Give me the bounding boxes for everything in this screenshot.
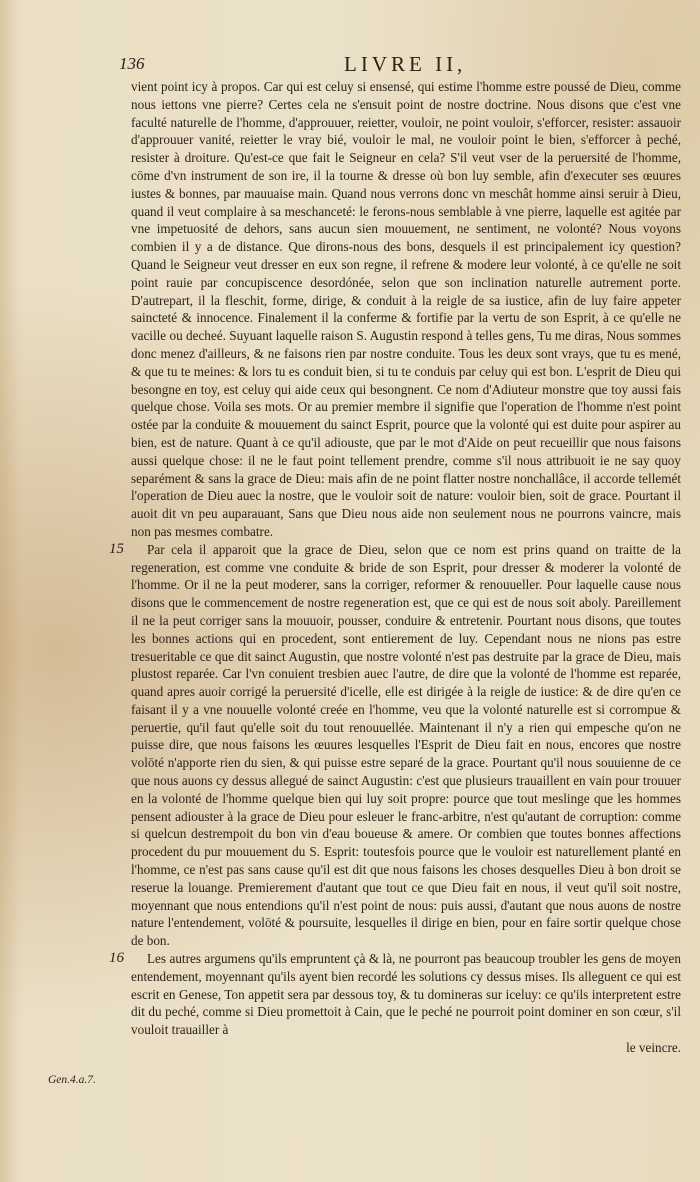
- page-header: [119, 54, 679, 78]
- paragraph: Par cela il apparoit que la grace de Dieu, selon que ce nom est prins quand on traitte de la regeneration, est comme vne conduite & bride de son Esprit, pour dresser & moderer la volonté de l'homme. Or il ne la peut moderer, sans la corriger, reformer & renouueller. Pour laquelle cause nous disons que le commencement de nostre regeneration est, que ce qui est de nous soit aboly. Pareillement il ne la peut corriger sans la mouuoir, pousser, conduire & entretenir. Pourtant nous disons, que toutes les bonnes actions qui en procedent, sont entierement de luy. Cependant nous ne nions pas estre tresueritable ce que dit sainct Augustin, que nostre volonté n'est pas destruite par la grace de Dieu, mais plustost reparée. Car l'vn conuient tresbien auec l'autre, de dire que la volonté de l'homme est reparée, quand apres auoir corrigé la peruersité d'icelle, elle est dirigée à la reigle de iustice: & de dire qu'en ce faisant il y a vne nouuelle volonté creée en l'homme, veu que la volonté naturelle est si corrompue & peruertie, qu'il faut qu'elle soit du tout renouuellée. Maintenant il n'y a rien qui empesche qu'on ne puisse dire, que nous faisons les œuures lesquelles l'Esprit de Dieu fait en nous, encores que nostre volōté n'apporte rien du sien, & qui puisse estre separé de la grace. Pourtant qu'il nous souuienne de ce que nous auons cy dessus allegué de sainct Augustin: c'est que plusieurs trauaillent en vain pour trouuer en la volonté de l'homme quelque bien qui luy soit propre: pource que tout meslinge que les hommes pensent adiouster à la grace de Dieu pour esleuer le franc-arbitre, n'est qu'autant de corruption: comme si quelcun destrempoit du bon vin d'eau boueuse & amere. Or combien que toutes bonnes affections procedent du pur mouuement du S. Esprit: toutesfois pource que le vouloir est naturellement planté en l'homme, ce n'est pas sans cause qu'il est dit que nous faisons les choses desquelles Dieu à bon droit se reserue la louange. Premierement d'autant que tout ce que Dieu fait en nous, il veut qu'il soit nostre, moyennant que nous entendions qu'il n'est point de nous: puis aussi, d'autant que nous auons de nostre nature l'entendement, volōté & poursuite, lesquelles il dirige en bien, pour en faire sortir quelque chose de bon.: [131, 541, 681, 949]
- paragraph: Les autres argumens qu'ils empruntent çà & là, ne pourront pas beaucoup troubler les gens de moyen entendement, moyennant qu'ils ayent bien recordé les solutions cy dessus mises. Ils alleguent ce qui est escrit en Genese, Ton appetit sera par dessous toy, & tu domineras sur iceluy: ce qu'ils interpretent estre dit du peché, comme si Dieu promettoit à Cain, que le peché ne pourroit point dominer en son cœur, s'il vouloit trauailler à: [131, 951, 681, 1038]
- paragraph-end: le veincre.: [626, 1040, 681, 1056]
- section-number: 16: [109, 950, 124, 967]
- text-section: [109, 950, 681, 1057]
- section-number: 15: [109, 540, 124, 557]
- margin-note: Gen.4.a.7.: [48, 1074, 96, 1086]
- text-section: [131, 78, 681, 541]
- paragraph: vient point icy à propos. Car qui est celuy si ensensé, qui estime l'homme estre poussé de Dieu, comme nous iettons vne pierre? Certes cela ne s'ensuit point de nostre doctrine. Nous disons que c'est vne faculté naturelle de l'homme, d'approuuer, reietter, vouloir, ne point vouloir, s'efforcer, resister: assauoir d'approuuer vanité, reietter le vray bié, vouloir le mal, ne vouloir point le bien, s'efforcer à peché, resister à droiture. Qu'est-ce que fait le Seigneur en cela? S'il veut vser de la peruersité de l'homme, cōme d'vn instrument de son ire, il la tourne & dresse où bon luy semble, afin d'executer ses œuures iustes & bonnes, par mauuaise main. Quand nous verrons donc vn meschât homme ainsi seruir à Dieu, quand il veut complaire à sa meschanceté: le ferons-nous semblable à vne pierre, laquelle est agitée par vne impetuosité de dehors, sans aucun sien mouuement, ne sentiment, ne volonté? Nous voyons combien il y a de distance. Que dirons-nous des bons, desquels il est principalement icy question? Quand le Seigneur veut dresser en eux son regne, il refrene & modere leur volonté, à ce qu'elle ne soit point rauie par concupiscence desordónée, selon que son inclination naturelle autrement porte. D'autrepart, il la fleschit, forme, dirige, & conduit à la reigle de sa iustice, afin de luy faire appeter saincteté & innocence. Finalement il la conferme & fortifie par la vertu de son Esprit, à ce qu'elle ne vacille ou decheé. Suyuant laquelle raison S. Augustin respond à telles gens, Tu me diras, Nous sommes donc menez d'ailleurs, & ne faisons rien par nostre conduite. Tous les deux sont vrays, que tu es mené, & que tu te meines: & lors tu es conduit bien, si tu te conduis par celuy qui est bon. L'esprit de Dieu qui besongne en toy, est celuy qui aide ceux qui besongnent. Ce nom d'Adiuteur monstre que toy aussi fais quelque chose. Voila ses mots. Or au premier membre il signifie que l'operation de l'homme n'est point ostée par la conduite & mouuement du sainct Esprit, pource que la volonté qui est duite pour aspirer au bien, est de nature. Quant à ce qu'il adiouste, que par le mot d'Aide on peut recueillir que nous faisons aussi quelque chose: il ne le faut point tellement prendre, comme s'il nous attribuoit ie ne say quoy separément & sans la grace de Dieu: mais afin de ne point flatter nostre nonchallâce, il accorde tellemét l'operation de Dieu auec la nostre, que le vouloir soit de nature: vouloir bien, soit de grace. Pourtant il auoit dit vn peu auparauant, Sans que Dieu nous aide non seulement nous ne pourrons vaincre, mais non pas mesmes combatre.: [131, 79, 681, 539]
- running-head: LIVRE II,: [344, 52, 467, 76]
- text-section: [109, 540, 681, 950]
- text-body: [109, 78, 681, 1057]
- folio-number: 136: [119, 54, 145, 73]
